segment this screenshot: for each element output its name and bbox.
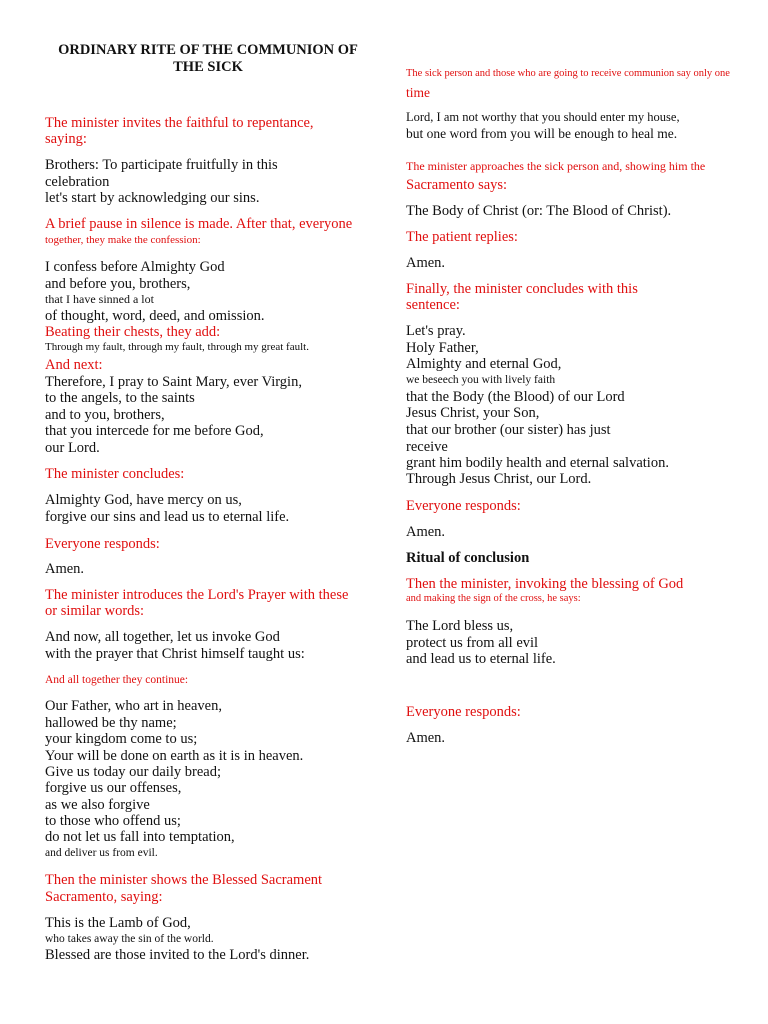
rubric-line: Then the minister, invoking the blessing of God [406, 576, 684, 592]
rubric-line: or similar words: [45, 603, 145, 619]
page-title-line: THE SICK [173, 59, 243, 75]
rubric-line: Sacramento says: [406, 177, 508, 193]
prayer-line: Amen. [406, 524, 446, 540]
rubric-line: Sacramento, saying: [45, 889, 163, 905]
rubric-line: Everyone responds: [406, 704, 521, 720]
page-title-line: ORDINARY RITE OF THE COMMUNION OF [58, 42, 358, 58]
rubric-line: Everyone responds: [406, 498, 521, 514]
prayer-line: that our brother (our sister) has just [406, 422, 611, 438]
prayer-line: forgive our sins and lead us to eternal life. [45, 509, 290, 525]
prayer-line: that I have sinned a lot [45, 292, 154, 306]
section-heading: Ritual of conclusion [406, 550, 530, 566]
prayer-line: and to you, brothers, [45, 407, 165, 423]
rubric-line: The minister concludes: [45, 466, 185, 482]
rubric-line: saying: [45, 131, 87, 147]
prayer-line: I confess before Almighty God [45, 259, 225, 275]
prayer-line: to the angels, to the saints [45, 390, 195, 406]
rubric-line: Then the minister shows the Blessed Sacrament [45, 872, 323, 888]
prayer-line: that you intercede for me before God, [45, 423, 264, 439]
rubric-line: time [406, 85, 430, 100]
prayer-line: Jesus Christ, your Son, [406, 405, 540, 421]
prayer-line: as we also forgive [45, 797, 150, 813]
prayer-line: but one word from you will be enough to heal me. [406, 126, 678, 141]
prayer-line: grant him bodily health and eternal salvation. [406, 455, 669, 471]
prayer-line: celebration [45, 174, 110, 190]
prayer-line: of thought, word, deed, and omission. [45, 308, 265, 324]
prayer-line: Let's pray. [406, 323, 466, 339]
prayer-line: Therefore, I pray to Saint Mary, ever Virgin, [45, 374, 302, 390]
prayer-line: Amen. [45, 561, 85, 577]
prayer-line: receive [406, 439, 448, 455]
prayer-line: Holy Father, [406, 340, 479, 356]
rubric-line: sentence: [406, 297, 460, 313]
prayer-line: let's start by acknowledging our sins. [45, 190, 260, 206]
prayer-line: Our Father, who art in heaven, [45, 698, 222, 714]
rubric-line: The sick person and those who are going to receive communion say only one [406, 68, 730, 79]
prayer-line: This is the Lamb of God, [45, 915, 191, 931]
prayer-line: with the prayer that Christ himself taught us: [45, 646, 305, 662]
prayer-line: Blessed are those invited to the Lord's dinner. [45, 947, 310, 963]
rubric-line: Finally, the minister concludes with this [406, 281, 638, 297]
prayer-line: Your will be done on earth as it is in heaven. [45, 748, 304, 764]
rubric-line: The patient replies: [406, 229, 518, 245]
prayer-line: and before you, brothers, [45, 276, 191, 292]
prayer-line: our Lord. [45, 440, 100, 456]
prayer-line: And now, all together, let us invoke God [45, 629, 280, 645]
prayer-line: and deliver us from evil. [45, 847, 158, 859]
prayer-line: do not let us fall into temptation, [45, 829, 235, 845]
prayer-line: to those who offend us; [45, 813, 181, 829]
prayer-line: The Body of Christ (or: The Blood of Christ). [406, 203, 672, 219]
rubric-line: Everyone responds: [45, 536, 160, 552]
rubric-line: The minister introduces the Lord's Prayer with these [45, 587, 349, 603]
rubric-line: A brief pause in silence is made. After that, everyone [45, 216, 353, 232]
rubric-line: And all together they continue: [45, 674, 189, 686]
prayer-line: and lead us to eternal life. [406, 651, 556, 667]
prayer-line: Through my fault, through my fault, through my great fault. [45, 341, 309, 353]
prayer-line: we beseech you with lively faith [406, 374, 556, 386]
prayer-line: Through Jesus Christ, our Lord. [406, 471, 592, 487]
prayer-line: protect us from all evil [406, 635, 539, 651]
prayer-line: The Lord bless us, [406, 618, 514, 634]
prayer-line: Almighty God, have mercy on us, [45, 492, 242, 508]
rubric-line: The minister invites the faithful to repentance, [45, 115, 314, 131]
page-title [48, 42, 368, 76]
rubric-line: And next: [45, 357, 103, 373]
rubric-line: Beating their chests, they add: [45, 324, 221, 340]
prayer-line: your kingdom come to us; [45, 731, 198, 747]
prayer-line: Amen. [406, 255, 446, 271]
prayer-line: forgive us our offenses, [45, 780, 182, 796]
rubric-line: together, they make the confession: [45, 234, 201, 246]
rubric-line: The minister approaches the sick person and, showing him the [406, 159, 706, 173]
prayer-line: Give us today our daily bread; [45, 764, 221, 780]
prayer-line: Amen. [406, 730, 446, 746]
prayer-line: Lord, I am not worthy that you should enter my house, [406, 110, 680, 124]
prayer-line: Brothers: To participate fruitfully in this [45, 157, 278, 173]
prayer-line: that the Body (the Blood) of our Lord [406, 389, 625, 405]
prayer-line: who takes away the sin of the world. [45, 933, 214, 945]
prayer-line: Almighty and eternal God, [406, 356, 562, 372]
rubric-line: and making the sign of the cross, he says: [406, 593, 581, 604]
prayer-line: hallowed be thy name; [45, 715, 177, 731]
